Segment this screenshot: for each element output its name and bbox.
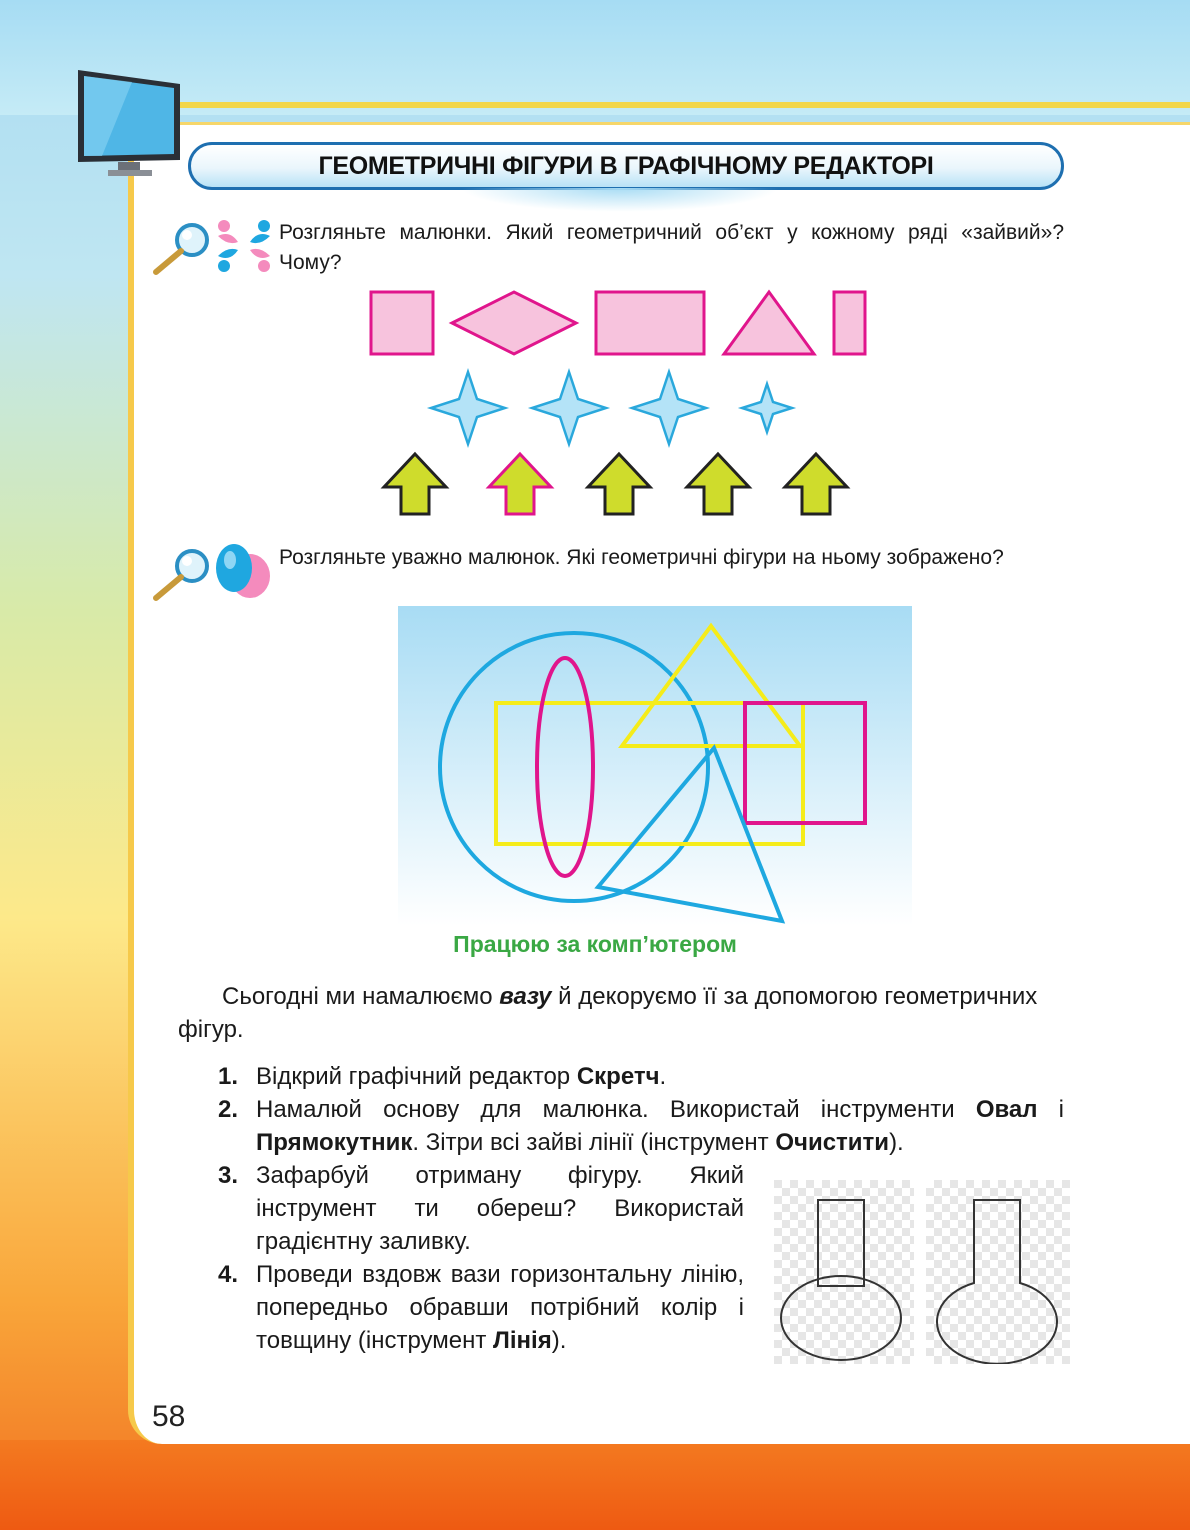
tool-name: Прямокутник [256, 1129, 413, 1156]
step-3 [218, 1159, 744, 1258]
star-row [431, 372, 792, 444]
step-1 [218, 1060, 1064, 1093]
arrow-up-icon [785, 454, 847, 514]
step-number: 4. [218, 1261, 239, 1288]
step-text: Відкрий графічний редактор [256, 1063, 577, 1090]
arrow-up-magenta-icon [489, 454, 551, 514]
page-title: ГЕОМЕТРИЧНІ ФІГУРИ В ГРАФІЧНОМУ РЕДАКТОРІ [318, 151, 934, 180]
page-number: 58 [152, 1400, 186, 1433]
narrow-rectangle-shape [834, 292, 865, 354]
square-shape [371, 292, 433, 354]
small-star-shape [742, 384, 792, 432]
team-icon [214, 216, 274, 276]
step-text-end: ). [551, 1327, 567, 1354]
overlapping-figures-illustration [398, 606, 912, 926]
magnifier-icon [150, 546, 214, 602]
step-number: 2. [218, 1096, 239, 1123]
pair-icon [212, 542, 272, 600]
section-heading: Працюю за комп’ютером [453, 931, 737, 957]
step-text-end: ). [889, 1129, 904, 1156]
step-text: Зафарбуй отриману фігуру. Який інструмент ти обереш? Використай градієнтну заливку. [256, 1162, 744, 1255]
page-title-bar [188, 142, 1064, 190]
tool-name: Лінія [493, 1327, 552, 1354]
triangle-shape [724, 292, 814, 354]
canvas-background [926, 1180, 1070, 1364]
task-1-text: Розгляньте малюнки. Який геометричний об’єкт у кожному ряді «зайвий»? Чому? [279, 221, 1064, 274]
step-number: 1. [218, 1063, 239, 1090]
step-text: і [1037, 1096, 1064, 1123]
step-text-end: . [659, 1063, 667, 1090]
shape-row [371, 292, 865, 354]
rhombus-shape [452, 292, 576, 354]
step-text: Проведи вздовж вази горизонтальну лінію, попередньо обравши потрібний колір і товщину (інструмент [256, 1261, 744, 1354]
vase-illustrations [774, 1180, 1070, 1364]
rectangle-shape [596, 292, 704, 354]
bottom-band [0, 1440, 1190, 1530]
arrow-row [384, 454, 847, 514]
step-2 [218, 1093, 1064, 1159]
task-2-text: Розгляньте уважно малюнок. Які геометричні фігури на ньому зображено? [279, 546, 1004, 569]
monitor-icon [72, 70, 184, 180]
odd-one-out-figures [360, 284, 880, 524]
step-text: Намалюй основу для малюнка. Використай інструменти [256, 1096, 976, 1123]
canvas-background [774, 1180, 914, 1364]
arrow-up-icon [687, 454, 749, 514]
intro-text-end: й декоруємо її за допомогою геометричних фігур. [178, 983, 1038, 1043]
star-shape [632, 372, 706, 444]
magnifier-icon [150, 220, 214, 276]
tool-name: Скретч [576, 1063, 660, 1090]
intro-text: Сьогодні ми намалюємо [222, 983, 500, 1010]
star-shape [532, 372, 606, 444]
title-shadow [460, 188, 780, 212]
star-shape [431, 372, 505, 444]
step-4 [218, 1258, 744, 1357]
header-rule [170, 102, 1190, 108]
arrow-up-icon [588, 454, 650, 514]
step-text: . Зітри всі зайві лінії (інструмент [412, 1129, 776, 1156]
illustration-background [398, 606, 912, 926]
intro-emphasis: вазу [499, 983, 552, 1010]
step-number: 3. [218, 1162, 239, 1189]
tool-name: Овал [975, 1096, 1038, 1123]
intro-paragraph [178, 980, 1064, 1046]
tool-name: Очистити [775, 1129, 890, 1156]
arrow-up-icon [384, 454, 446, 514]
